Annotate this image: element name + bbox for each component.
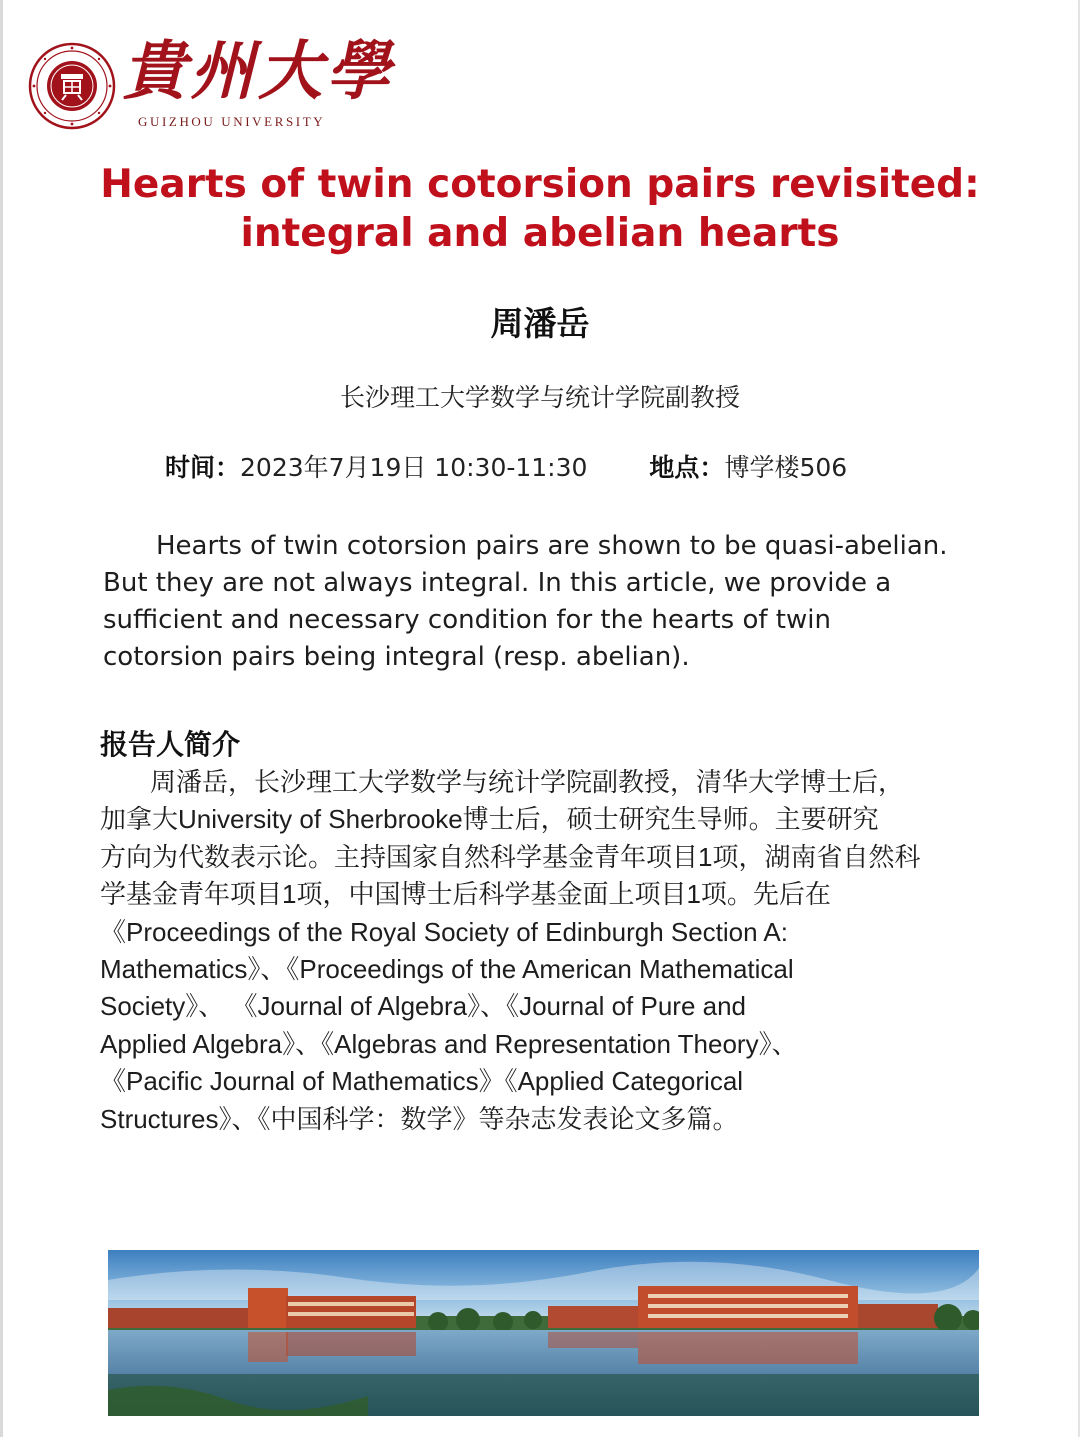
talk-title-line-1: Hearts of twin cotorsion pairs revisited: — [100, 162, 980, 207]
bio-line: 周潘岳，长沙理工大学数学与统计学院副教授，清华大学博士后， — [150, 767, 905, 797]
speaker-name: 周潘岳 — [490, 304, 590, 343]
bio-line: 加拿大University of Sherbrooke博士后，硕士研究生导师。主要研究 — [100, 804, 879, 835]
bio-line: 《Pacific Journal of Mathematics》《Applied Categorical — [100, 1066, 744, 1097]
university-name-en: GUIZHOU UNIVERSITY — [138, 114, 326, 129]
abstract-line: cotorsion pairs being integral (resp. abelian). — [103, 642, 690, 672]
university-logo — [28, 30, 394, 135]
time-label: 时间： — [165, 453, 241, 482]
talk-title-line-2: integral and abelian hearts — [240, 211, 840, 256]
talk-title — [60, 160, 1020, 258]
abstract-line: But they are not always integral. In this article, we provide a — [103, 568, 892, 598]
bio-line: 学基金青年项目1项，中国博士后科学基金面上项目1项。先后在 — [100, 879, 831, 910]
abstract-line: sufficient and necessary condition for the hearts of twin — [103, 605, 831, 635]
abstract-line: Hearts of twin cotorsion pairs are shown to be quasi-abelian. — [156, 531, 948, 561]
campus-photo — [108, 1250, 979, 1416]
speaker-bio — [100, 764, 990, 1138]
bio-line: Mathematics》、《Proceedings of the American Mathematical — [100, 954, 794, 985]
university-seal-icon — [28, 42, 116, 130]
bio-heading: 报告人简介 — [100, 728, 241, 761]
event-meta — [165, 448, 965, 484]
place-value: 博学楼506 — [724, 453, 848, 482]
abstract — [103, 528, 978, 676]
bio-line: Society》、 《Journal of Algebra》、《Journal of Pure and — [100, 991, 747, 1022]
bio-line: 方向为代数表示论。主持国家自然科学基金青年项目1项，湖南省自然科 — [100, 841, 921, 872]
university-name-cn: 貴州大學 — [122, 34, 394, 109]
bio-line: 《Proceedings of the Royal Society of Edinburgh Section A: — [100, 916, 788, 947]
speaker-affiliation: 长沙理工大学数学与统计学院副教授 — [339, 383, 740, 412]
time-value: 2023年7月19日 10:30-11:30 — [240, 453, 588, 482]
page-edge-left — [0, 0, 3, 1437]
bio-line: Applied Algebra》、《Algebras and Representation Theory》、 — [100, 1028, 798, 1059]
bio-line: Structures》、《中国科学：数学》等杂志发表论文多篇。 — [100, 1103, 739, 1134]
place-label: 地点： — [649, 453, 725, 482]
